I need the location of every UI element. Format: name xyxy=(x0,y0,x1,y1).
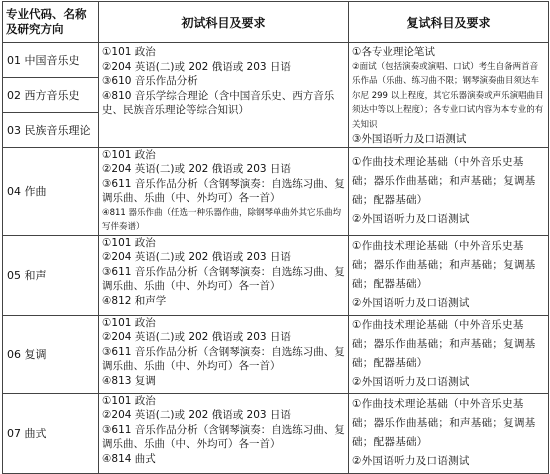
first-exam-cell xyxy=(99,43,349,148)
major-cell: 02 西方音乐史 xyxy=(3,77,99,112)
first-exam-item: ①101 政治 xyxy=(102,316,156,329)
first-exam-item: ④814 曲式 xyxy=(102,452,156,465)
table-row xyxy=(3,393,549,473)
header-row xyxy=(3,2,549,43)
first-exam-item: ④811 器乐作曲（任选一种乐器作曲，除钢琴单曲外其它乐曲均写伴奏谱） xyxy=(102,207,342,232)
header-first-exam: 初试科目及要求 xyxy=(99,2,349,43)
first-exam-cell xyxy=(99,393,349,473)
second-exam-item: ①作曲技术理论基础（中外音乐史基础；器乐作曲基础；和声基础；复调基础；配器基础） xyxy=(352,240,536,290)
first-exam-item: ④812 和声学 xyxy=(102,294,167,307)
first-exam-item: ②204 英语(二)或 202 俄语或 203 日语 xyxy=(102,60,291,73)
first-exam-item: ②204 英语(二)或 202 俄语或 203 日语 xyxy=(102,163,291,175)
admission-table xyxy=(2,1,549,474)
first-exam-item: ②204 英语(二)或 202 俄语或 203 日语 xyxy=(102,251,291,263)
first-exam-item: ④810 音乐学综合理论（含中国音乐史、西方音乐史、民族音乐理论等综合知识） xyxy=(102,89,335,116)
major-cell: 01 中国音乐史 xyxy=(3,43,99,78)
first-exam-item: ①101 政治 xyxy=(102,394,156,407)
major-cell: 06 复调 xyxy=(3,315,99,393)
second-exam-item: ②外国语听力及口语测试 xyxy=(352,297,470,309)
major-cell: 03 民族音乐理论 xyxy=(3,112,99,147)
first-exam-item: ③611 音乐作品分析（含钢琴演奏：自选练习曲、复调乐曲、乐曲（中、外均可）各一首） xyxy=(102,177,345,204)
second-exam-cell xyxy=(349,315,549,393)
second-exam-cell xyxy=(349,43,549,148)
second-exam-item: ②外国语听力及口语测试 xyxy=(352,213,470,225)
header-second-exam: 复试科目及要求 xyxy=(349,2,549,43)
major-cell: 04 作曲 xyxy=(3,147,99,235)
second-exam-item: ①作曲技术理论基础（中外音乐史基础；器乐作曲基础；和声基础；复调基础；配器基础） xyxy=(352,398,536,448)
second-exam-item: ②外国语听力及口语测试 xyxy=(352,455,470,467)
first-exam-cell xyxy=(99,147,349,235)
header-major: 专业代码、名称及研究方向 xyxy=(3,2,99,43)
first-exam-item: ①101 政治 xyxy=(102,236,156,249)
first-exam-item: ③611 音乐作品分析（含钢琴演奏：自选练习曲、复调乐曲、乐曲（中、外均可）各一首） xyxy=(102,345,345,372)
second-exam-item: ①作曲技术理论基础（中外音乐史基础；器乐作曲基础；和声基础；复调基础；配器基础） xyxy=(352,156,536,206)
second-exam-cell xyxy=(349,147,549,235)
second-exam-item: ①各专业理论笔试 xyxy=(352,46,435,58)
table-row xyxy=(3,43,549,78)
table-row xyxy=(3,235,549,315)
major-cell: 05 和声 xyxy=(3,235,99,315)
second-exam-item: ②外国语听力及口语测试 xyxy=(352,376,470,388)
second-exam-item: ①作曲技术理论基础（中外音乐史基础；器乐作曲基础；和声基础；复调基础；配器基础） xyxy=(352,319,536,369)
table-row xyxy=(3,315,549,393)
first-exam-item: ①101 政治 xyxy=(102,46,156,58)
first-exam-item: ③611 音乐作品分析（含钢琴演奏：自选练习曲、复调乐曲、乐曲（中、外均可）各一首） xyxy=(102,423,345,450)
first-exam-item: ③610 音乐作品分析 xyxy=(102,75,198,87)
first-exam-cell xyxy=(99,315,349,393)
table-row xyxy=(3,147,549,235)
first-exam-item: ④813 复调 xyxy=(102,374,156,387)
first-exam-item: ①101 政治 xyxy=(102,148,156,161)
second-exam-item: ③外国语听力及口语测试 xyxy=(352,133,467,145)
major-cell: 07 曲式 xyxy=(3,393,99,473)
first-exam-item: ②204 英语(二)或 202 俄语或 203 日语 xyxy=(102,331,291,343)
second-exam-cell xyxy=(349,393,549,473)
first-exam-item: ②204 英语(二)或 202 俄语或 203 日语 xyxy=(102,409,291,421)
second-exam-cell xyxy=(349,235,549,315)
first-exam-cell xyxy=(99,235,349,315)
second-exam-item: ②面试（包括演奏或演唱、口试）考生自备两首音乐作品（乐曲、练习曲不限；钢琴演奏曲目须达车尔尼 299 以上程度，其它乐器演奏或声乐演唱曲目须达中等以上程度）；各专业口试内容为本专业的有关知识 xyxy=(352,61,544,130)
first-exam-item: ③611 音乐作品分析（含钢琴演奏：自选练习曲、复调乐曲、乐曲（中、外均可）各一首） xyxy=(102,265,345,292)
